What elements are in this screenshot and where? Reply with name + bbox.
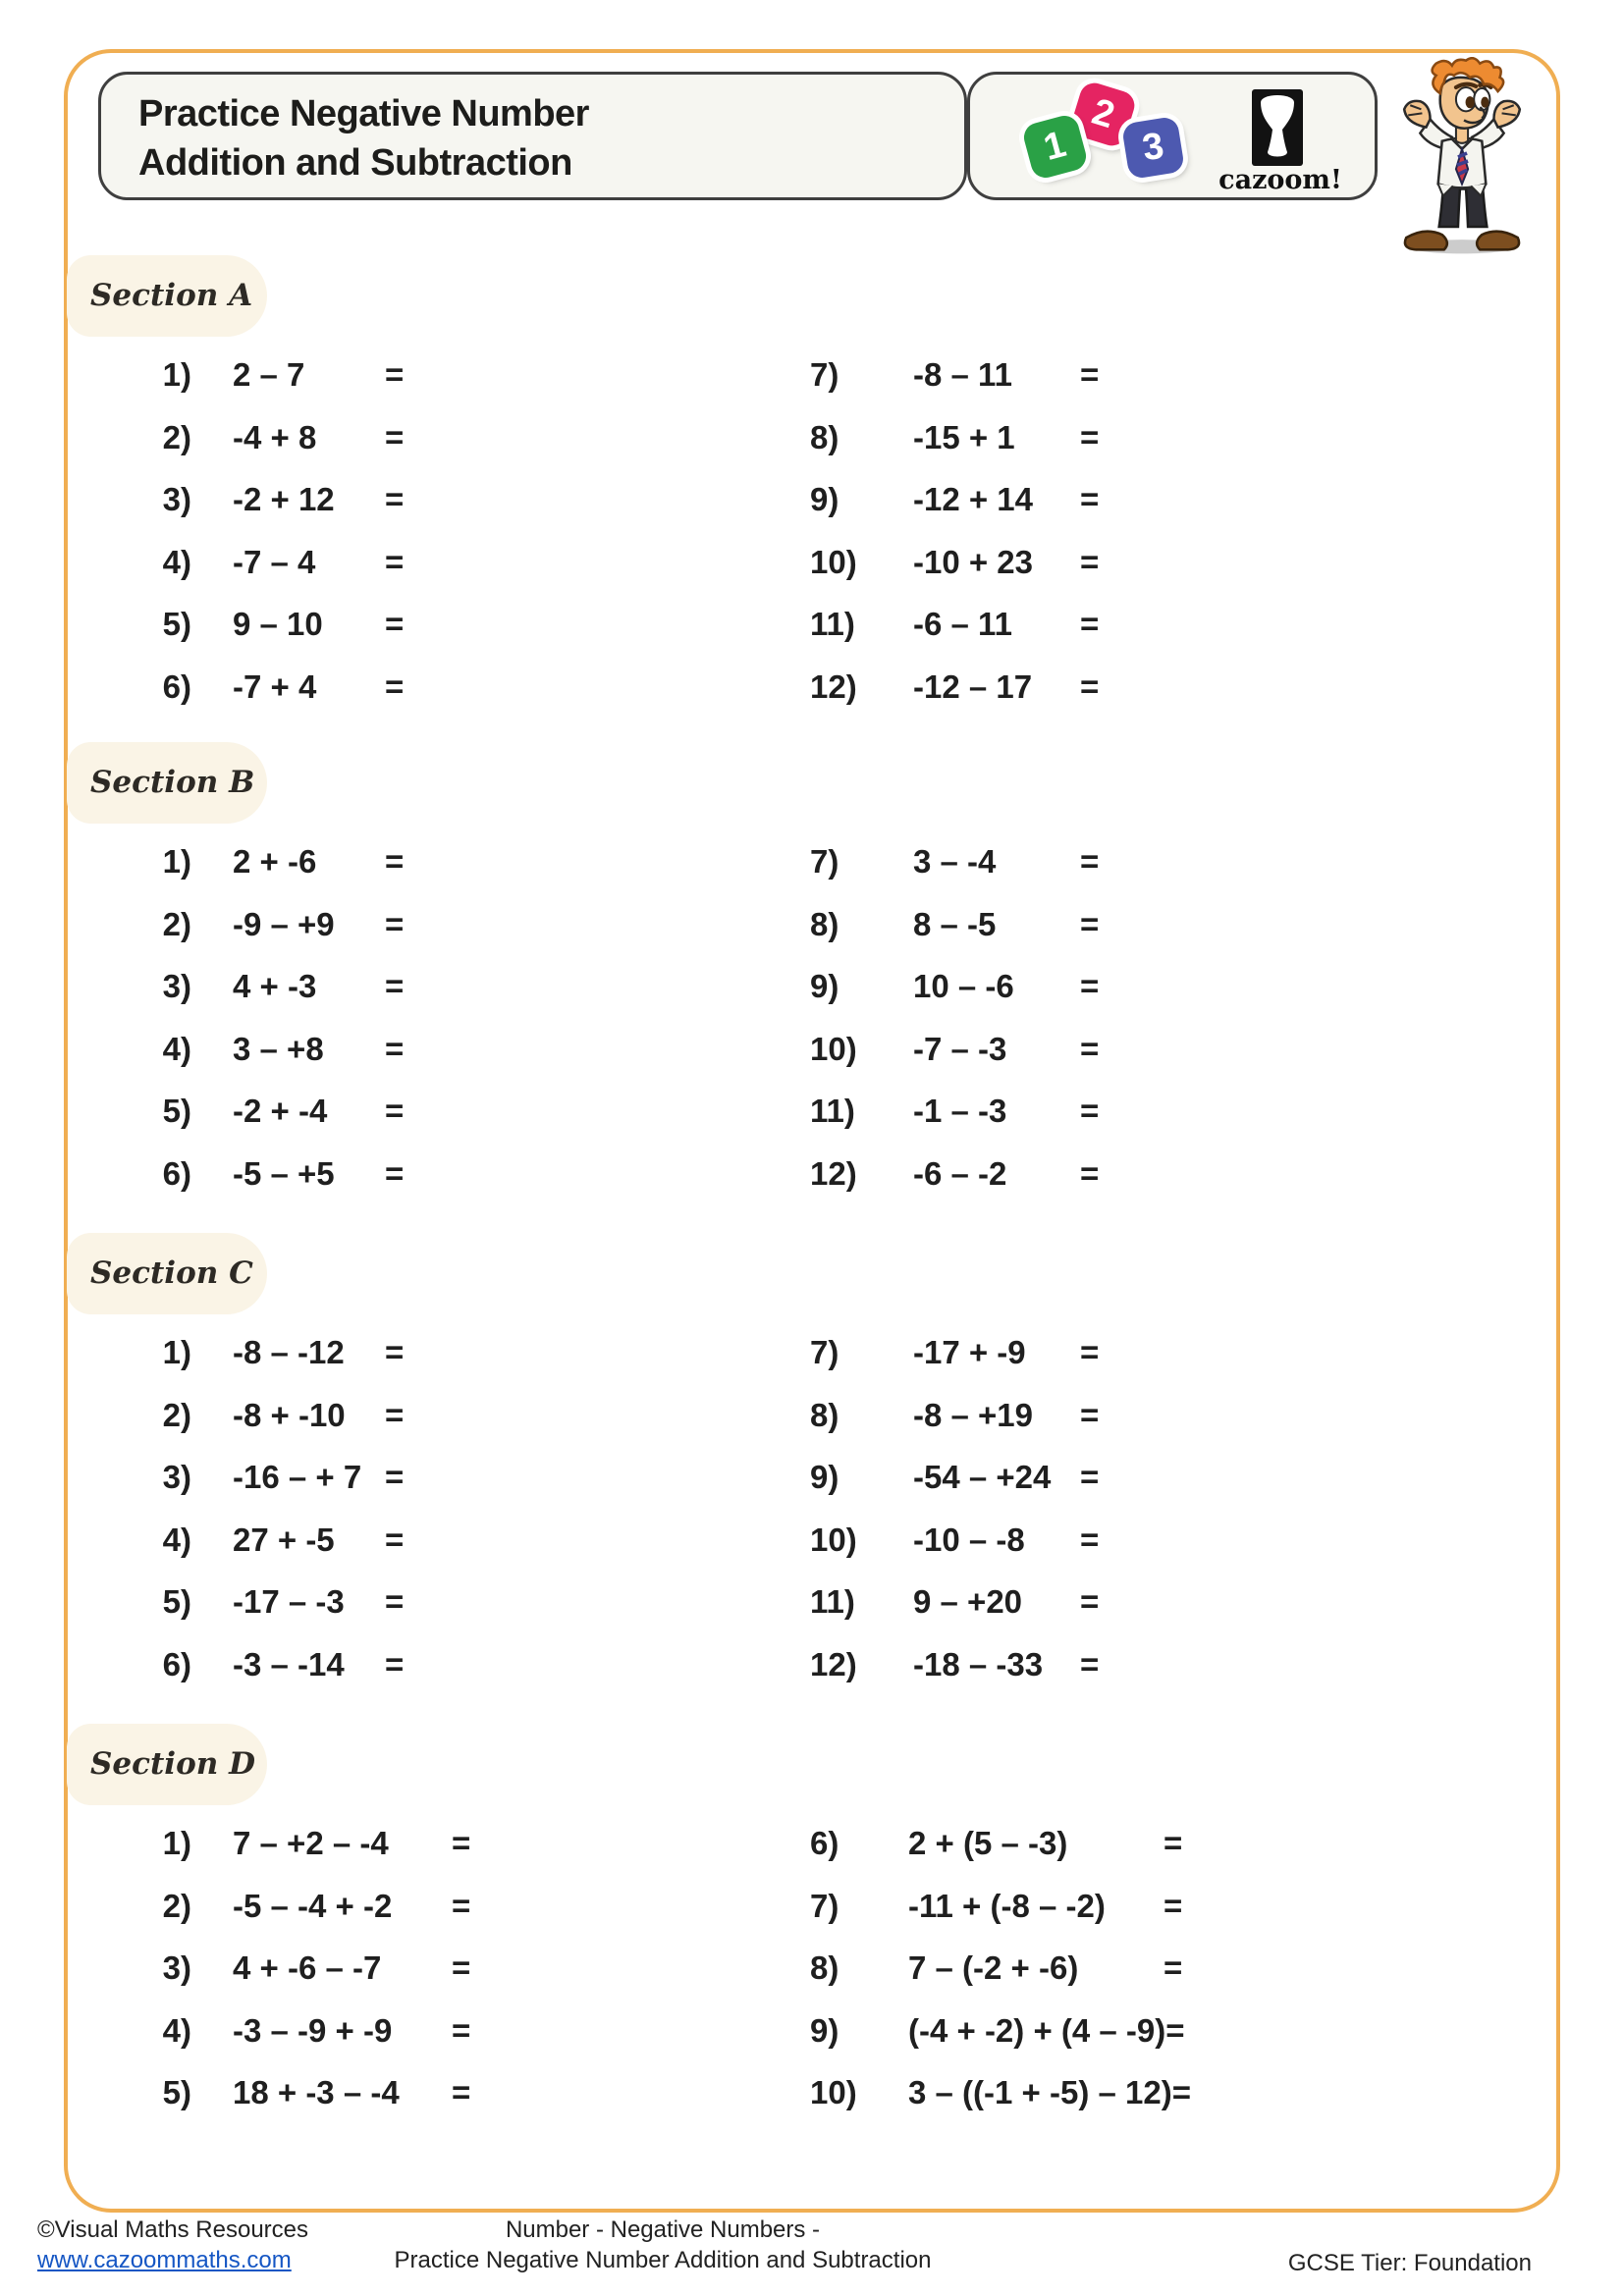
equals-sign: =: [1080, 1521, 1100, 1558]
problem-expression: 4 + -3: [233, 968, 317, 1004]
equals-sign: =: [385, 905, 405, 942]
problem-row: [810, 1947, 1182, 1990]
problem-row: [98, 1643, 404, 1686]
equals-sign: =: [385, 1030, 405, 1067]
problem-row: [98, 1580, 404, 1624]
problem-expression: -15 + 1: [913, 418, 1015, 455]
problem-row: [810, 2009, 1185, 2053]
equals-sign: =: [385, 667, 405, 705]
problem-expression: -6 – 11: [913, 606, 1012, 642]
problem-number: 7): [810, 356, 839, 393]
equals-sign: =: [385, 481, 405, 517]
problem-expression: -8 – -12: [233, 1334, 345, 1370]
footer-topic-line1: Number - Negative Numbers -: [505, 2216, 821, 2243]
problem-row: [98, 1028, 404, 1071]
problem-number: 2): [162, 1396, 191, 1433]
problem-row: [810, 903, 1099, 946]
problem-row: [98, 1331, 404, 1374]
problem-row: [98, 1090, 404, 1133]
problem-row: [810, 1331, 1099, 1374]
problem-expression: (-4 + -2) + (4 – -9): [908, 2011, 1166, 2049]
equals-sign: =: [385, 1154, 405, 1192]
section-label: Section A: [67, 255, 267, 337]
problem-expression: -3 – -14: [233, 1645, 345, 1682]
problem-row: [98, 478, 404, 521]
problem-number: 12): [810, 667, 857, 705]
problem-row: [98, 1822, 470, 1865]
problem-number: 8): [810, 1949, 839, 1986]
equals-sign: =: [385, 1645, 405, 1682]
problem-expression: -5 – +5: [233, 1154, 335, 1192]
problem-number: 2): [162, 418, 191, 455]
problem-expression: -9 – +9: [233, 905, 335, 942]
problem-expression: 7 – +2 – -4: [233, 1825, 389, 1861]
equals-sign: =: [1080, 667, 1100, 705]
problem-row: [98, 541, 404, 584]
title-box: [98, 72, 967, 200]
problem-row: [810, 603, 1099, 646]
problem-row: [810, 1519, 1099, 1562]
problem-number: 10): [810, 543, 857, 580]
problem-number: 11): [810, 606, 855, 642]
equals-sign: =: [1080, 968, 1100, 1004]
problem-expression: 3 – -4: [913, 843, 997, 880]
problem-number: 10): [810, 1030, 857, 1067]
problem-expression: -18 – -33: [913, 1645, 1044, 1682]
problem-expression: -4 + 8: [233, 418, 317, 455]
cazoom-drum-icon: [1252, 89, 1303, 166]
problem-number: 9): [810, 1459, 839, 1495]
problem-number: 8): [810, 418, 839, 455]
problem-row: [810, 478, 1099, 521]
problem-number: 5): [162, 1583, 191, 1620]
problem-row: [98, 1947, 470, 1990]
problem-expression: -1 – -3: [913, 1093, 1007, 1129]
problem-number: 3): [162, 481, 191, 517]
problem-row: [810, 1580, 1099, 1624]
footer-topic-line2: Practice Negative Number Addition and Subtraction: [394, 2247, 932, 2273]
problem-row: [810, 1885, 1182, 1928]
equals-sign: =: [1080, 1154, 1100, 1192]
problem-row: [810, 965, 1099, 1008]
problem-number: 11): [810, 1583, 855, 1620]
problem-row: [98, 416, 404, 459]
problem-row: [810, 666, 1099, 709]
problem-number: 10): [810, 1521, 857, 1558]
problem-row: [810, 1394, 1099, 1437]
problem-expression: -8 – +19: [913, 1396, 1034, 1433]
equals-sign: =: [1080, 418, 1100, 455]
problem-expression: 9 – +20: [913, 1583, 1023, 1620]
problem-expression: -8 – 11: [913, 356, 1012, 393]
problem-number: 1): [162, 1334, 191, 1370]
equals-sign: =: [1080, 1396, 1100, 1433]
problem-number: 2): [162, 905, 191, 942]
title-line-1: Practice Negative Number: [138, 93, 589, 134]
problem-number: 6): [162, 1154, 191, 1192]
equals-sign: =: [1164, 1949, 1183, 1986]
problem-row: [810, 2071, 1191, 2114]
problem-expression: -10 + 23: [913, 543, 1034, 580]
problem-expression: -16 – + 7: [233, 1459, 362, 1495]
equals-sign: =: [452, 2011, 471, 2049]
section-label: Section D: [67, 1724, 267, 1805]
equals-sign: =: [385, 1093, 405, 1129]
problem-expression: 2 + (5 – -3): [908, 1825, 1068, 1861]
equals-sign: =: [385, 606, 405, 642]
problem-number: 6): [810, 1825, 839, 1861]
problem-number: 6): [162, 1645, 191, 1682]
equals-sign: =: [1080, 1645, 1100, 1682]
problem-number: 3): [162, 968, 191, 1004]
problem-number: 4): [162, 543, 191, 580]
problem-expression: 9 – 10: [233, 606, 323, 642]
problem-row: [98, 965, 404, 1008]
problem-number: 12): [810, 1645, 857, 1682]
problem-expression: 3 – ((-1 + -5) – 12): [908, 2074, 1172, 2110]
equals-sign: =: [385, 1459, 405, 1495]
equals-sign: =: [385, 418, 405, 455]
equals-sign: =: [385, 968, 405, 1004]
problem-number: 1): [162, 356, 191, 393]
equals-sign: =: [1080, 1093, 1100, 1129]
problem-row: [810, 416, 1099, 459]
equals-sign: =: [1080, 905, 1100, 942]
equals-sign: =: [1164, 1887, 1183, 1924]
problem-number: 9): [810, 481, 839, 517]
problem-expression: -6 – -2: [913, 1154, 1007, 1192]
problem-row: [810, 840, 1099, 883]
problem-expression: -2 + 12: [233, 481, 335, 517]
problem-expression: -54 – +24: [913, 1459, 1052, 1495]
footer-copyright: ©Visual Maths Resources: [37, 2216, 309, 2243]
problem-number: 1): [162, 1825, 191, 1861]
problem-number: 7): [810, 1887, 839, 1924]
equals-sign: =: [385, 356, 405, 393]
problem-row: [810, 1822, 1182, 1865]
problem-expression: -11 + (-8 – -2): [908, 1887, 1106, 1924]
brand-badge-box: [967, 72, 1378, 200]
problem-row: [810, 353, 1099, 397]
problem-row: [98, 353, 404, 397]
footer-website-link[interactable]: www.cazoommaths.com: [37, 2247, 292, 2273]
equals-sign: =: [1165, 2011, 1185, 2049]
problem-number: 7): [810, 843, 839, 880]
equals-sign: =: [1080, 481, 1100, 517]
equals-sign: =: [1080, 543, 1100, 580]
problem-number: 8): [810, 1396, 839, 1433]
problem-row: [98, 1456, 404, 1499]
problem-expression: 4 + -6 – -7: [233, 1949, 382, 1986]
problem-row: [810, 1152, 1099, 1196]
problem-expression: 27 + -5: [233, 1521, 335, 1558]
problem-number: 9): [810, 968, 839, 1004]
equals-sign: =: [1080, 1459, 1100, 1495]
problem-expression: -17 – -3: [233, 1583, 345, 1620]
equals-sign: =: [385, 1583, 405, 1620]
problem-expression: -2 + -4: [233, 1093, 328, 1129]
problem-expression: -17 + -9: [913, 1334, 1026, 1370]
problem-number: 4): [162, 2011, 191, 2049]
equals-sign: =: [1080, 606, 1100, 642]
problem-expression: 7 – (-2 + -6): [908, 1949, 1079, 1986]
problem-expression: -10 – -8: [913, 1521, 1025, 1558]
number-tile-3-icon: 3: [1121, 116, 1185, 180]
equals-sign: =: [385, 1521, 405, 1558]
equals-sign: =: [452, 1887, 471, 1924]
problem-row: [98, 603, 404, 646]
problem-number: 5): [162, 606, 191, 642]
problem-row: [810, 1028, 1099, 1071]
problem-expression: -7 + 4: [233, 667, 317, 705]
equals-sign: =: [1164, 1825, 1183, 1861]
problem-row: [98, 2009, 470, 2053]
title-line-2: Addition and Subtraction: [138, 142, 572, 184]
equals-sign: =: [452, 1825, 471, 1861]
problem-expression: -12 + 14: [913, 481, 1034, 517]
problem-number: 8): [810, 905, 839, 942]
equals-sign: =: [385, 1396, 405, 1433]
equals-sign: =: [1080, 843, 1100, 880]
problem-number: 6): [162, 667, 191, 705]
cazoom-wordmark: cazoom!: [1218, 165, 1342, 195]
problem-expression: -3 – -9 + -9: [233, 2011, 393, 2049]
footer-tier: GCSE Tier: Foundation: [1287, 2250, 1532, 2276]
equals-sign: =: [1080, 356, 1100, 393]
problem-number: 5): [162, 1093, 191, 1129]
problem-number: 3): [162, 1459, 191, 1495]
problem-row: [98, 1394, 404, 1437]
page-title: [101, 75, 964, 187]
problem-expression: -7 – -3: [913, 1030, 1007, 1067]
section-label: Section B: [67, 742, 267, 824]
problem-number: 12): [810, 1154, 857, 1192]
problem-expression: -5 – -4 + -2: [233, 1887, 393, 1924]
problem-expression: 2 + -6: [233, 843, 317, 880]
problem-expression: 8 – -5: [913, 905, 997, 942]
problem-number: 4): [162, 1030, 191, 1067]
problem-row: [810, 1090, 1099, 1133]
section-label: Section C: [67, 1233, 267, 1314]
problem-row: [98, 666, 404, 709]
equals-sign: =: [1080, 1334, 1100, 1370]
problem-number: 7): [810, 1334, 839, 1370]
equals-sign: =: [452, 1949, 471, 1986]
problem-row: [98, 1885, 470, 1928]
equals-sign: =: [1080, 1583, 1100, 1620]
footer-topic: [255, 2215, 1070, 2275]
problem-row: [98, 2071, 470, 2114]
problem-number: 5): [162, 2074, 191, 2110]
problem-expression: 18 + -3 – -4: [233, 2074, 400, 2110]
equals-sign: =: [452, 2074, 471, 2110]
problem-expression: 2 – 7: [233, 356, 305, 393]
problem-row: [810, 1456, 1099, 1499]
equals-sign: =: [1171, 2074, 1191, 2110]
equals-sign: =: [385, 1334, 405, 1370]
problem-expression: -12 – 17: [913, 667, 1033, 705]
problem-row: [98, 840, 404, 883]
problem-number: 11): [810, 1093, 855, 1129]
problem-number: 9): [810, 2011, 839, 2049]
problem-expression: 3 – +8: [233, 1030, 324, 1067]
equals-sign: =: [1080, 1030, 1100, 1067]
problem-expression: -7 – 4: [233, 543, 316, 580]
mascot-character: [1392, 57, 1532, 257]
problem-number: 1): [162, 843, 191, 880]
equals-sign: =: [385, 843, 405, 880]
number-tile-2-icon: 2: [1068, 80, 1138, 149]
problem-number: 2): [162, 1887, 191, 1924]
problem-row: [810, 541, 1099, 584]
problem-row: [810, 1643, 1099, 1686]
problem-row: [98, 1519, 404, 1562]
problem-row: [98, 903, 404, 946]
problem-number: 3): [162, 1949, 191, 1986]
problem-number: 4): [162, 1521, 191, 1558]
equals-sign: =: [385, 543, 405, 580]
problem-row: [98, 1152, 404, 1196]
problem-expression: -8 + -10: [233, 1396, 346, 1433]
problem-expression: 10 – -6: [913, 968, 1014, 1004]
number-tile-1-icon: 1: [1021, 113, 1090, 182]
problem-number: 10): [810, 2074, 857, 2110]
